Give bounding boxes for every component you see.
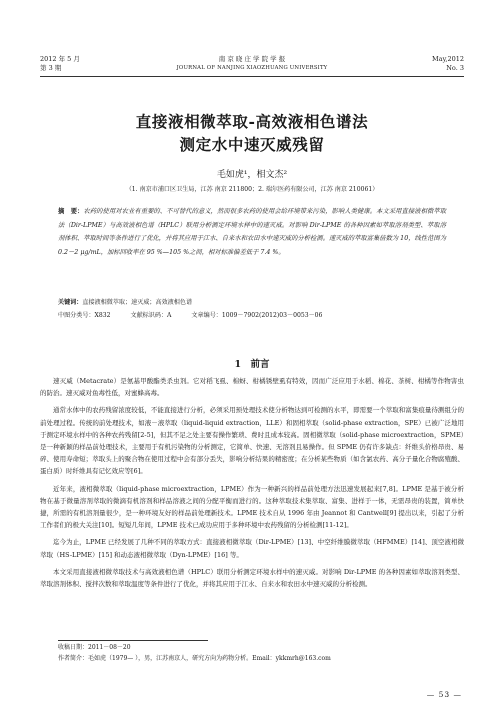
header-right — [432, 55, 464, 73]
keywords — [58, 298, 446, 308]
paragraph: 近年来，液相微萃取（liquid-phase microextraction，LPME）作为一种新兴的样品前处理方法迅速发展起来[7,8]。LPME 是基于被分析物在基于微量溶剂萃取的微滴有机溶剂和样品溶液之间的分配平衡而进行的。这种萃取技术集萃取、富集、进样于一体，无需昂贵的装置，简单快捷，所需的有机溶剂量很少，是一种环境友好的样品前处理新技术。LPME 技术自从 1996 年由 Jeannot 和 Cantwell[9] 提出以来，引起了分析工作者们的极大关注[10]。短短几年间，LPME 技术已成功应用于多种环境中农药残留的分析检测[11-12]。 — [40, 484, 464, 530]
document-code: 文献标识码：A — [130, 312, 172, 319]
page-number: — 53 — — [426, 690, 462, 699]
header-center — [150, 55, 354, 73]
body-text — [40, 375, 464, 595]
header-date: 2012 年 5 月 — [40, 55, 80, 63]
footnote-rule — [58, 640, 208, 641]
journal-name-cn: 南 京 晓 庄 学 院 学 报 — [218, 55, 286, 63]
classification-line — [58, 311, 458, 321]
header-rule — [40, 76, 464, 77]
journal-name-en: JOURNAL OF NANJING XIAOZHUANG UNIVERSITY — [176, 65, 328, 71]
abstract-label: 摘 要： — [58, 208, 84, 215]
footnote-author: 作者简介：毛如虎（1979— ），男，江苏南京人，研究方向为药物分析。Email：ykkmrh@163.com — [58, 655, 331, 662]
title-line-1: 直接液相微萃取-高效液相色谱法 — [135, 112, 369, 131]
header-left — [40, 55, 80, 73]
paragraph: 迄今为止，LPME 已经发展了几种不同的萃取方式：直接液相微萃取（Dir-LPME）[13]、中空纤维膜微萃取（HFMME）[14]、顶空液相微萃取（HS-LPME）[15] 和动态液相微萃取（Dyn-LPME）[16] 等。 — [40, 538, 464, 559]
keywords-text: 直接液相微萃取；速灭威；高效液相色谱 — [82, 299, 193, 306]
footnote-received: 收稿日期：2011－08－20 — [58, 644, 131, 651]
clc-number: 中图分类号：X832 — [58, 312, 111, 319]
abstract — [58, 205, 446, 259]
author-affiliation: （1. 南京市浦口区卫生局，江苏 南京 211800；2. 瑞尔医药有限公司，江苏 南京 210061） — [125, 186, 379, 193]
article-number: 文章编号：1009－7902(2012)03－0053－06 — [191, 312, 323, 319]
keywords-label: 关键词： — [58, 299, 83, 306]
paper-title — [60, 110, 444, 156]
paragraph: 速灭威（Metacrate）是氨基甲酸酯类杀虫剂。它对稻飞虱、棉蚜、柑橘锈壁虱有特效，因而广泛应用于水稻、棉花、茶树、柑橘等作物害虫的防治。速灭威对鱼毒性低，对蜜蜂高毒。 — [40, 377, 464, 398]
header-month-year: May,2012 — [432, 55, 464, 63]
header-number: No. 3 — [446, 64, 464, 72]
section-heading: 1 前言 — [234, 359, 270, 370]
paragraph: 通常水体中的农药残留浓度较低，不能直接进行分析，必须采用预处理技术使分析物达到可检测的水平，即需要一个萃取和富集痕量待测组分的前处理过程。传统的前处理技术，如液－液萃取（liquid-liquid extraction，LLE）和固相萃取（solid-phase extraction，SPE）已被广泛地用于测定环境水样中的各种农药残留[2-5]，但其不足之处主要有操作繁琐、费时且成本较高。固相微萃取（solid-phase microextraction，SPME）是一种新颖的样品前处理技术，主要用于有机污染物的分析测定，它简单、快速、无溶剂且易操作。但 SPME 仍有许多缺点：纤维头价格昂贵、易碎、使用寿命短；萃取头上的聚合物在使用过程中会有部分丢失，影响分析结果的精密度；在分析某些物质（如含氯农药、高分子量化合物腐殖酸、蛋白质）时纤维具有记忆效应等[6]。 — [40, 406, 464, 476]
title-line-2: 测定水中速灭威残留 — [179, 135, 325, 154]
abstract-text: 农药的使用对农业有重要的、不可替代的意义，然而很多农药的使用会给环境带来污染，影响人类健康。本文采用直接液相微萃取法（Dir-LPME）与高效液相色谱（HPLC）联用分析测定环境水样中的速灭威。对影响 Dir-LPME 的各种因素如萃取溶剂类型、萃取溶剂体积、萃取时间等条件进行了优化，并将其应用于江水、自来水和农田水中速灭威的分析检测。速灭威的萃取富集倍数为 10，线性范围为 0.2－2 μg/mL，加标回收率在 95 %—105 %之间，相对标准偏差低于 7.4 %。 — [58, 208, 447, 256]
header-issue: 第 3 期 — [40, 64, 62, 72]
paragraph: 本文采用直接液相微萃取技术与高效液相色谱（HPLC）联用分析测定环境水样中的速灭威。对影响 Dir-LPME 的各种因素如萃取溶剂类型、萃取溶剂体积、搅拌次数和萃取温度等条件进行了优化，并将其应用于江水、自来水和农田水中速灭威的分析检测。 — [40, 567, 464, 589]
author-list: 毛如虎¹，相文杰² — [216, 170, 288, 180]
